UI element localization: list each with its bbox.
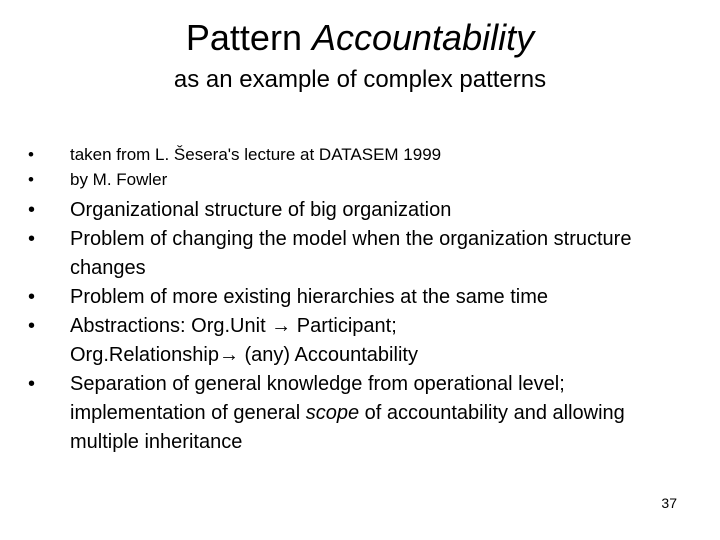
- content-item: [28, 196, 694, 225]
- slide-title: [0, 14, 720, 62]
- bullet-icon: •: [28, 228, 36, 250]
- content-item: [28, 225, 694, 283]
- source-text: taken from L. Šesera's lecture at DATASEM 1999: [70, 145, 442, 164]
- source-item: [28, 142, 688, 167]
- bullet-icon: •: [28, 199, 36, 221]
- content-text-italic: scope: [305, 402, 360, 424]
- bullet-icon: •: [28, 286, 36, 308]
- content-text: of accountability and allowing multiple inheritance: [70, 402, 625, 453]
- content-text-line: Abstractions: Org.Unit → Participant;: [70, 315, 397, 337]
- content-text: Problem of more existing hierarchies at the same time: [70, 286, 548, 308]
- content-item: [28, 370, 694, 457]
- source-list: [28, 142, 688, 192]
- content-text-line: Org.Relationship→ (any) Accountability: [70, 344, 418, 366]
- content-text: Problem of changing the model when the organization structure changes: [70, 228, 632, 279]
- content-item: [28, 312, 694, 370]
- bullet-icon: •: [28, 315, 36, 337]
- bullet-icon: •: [28, 373, 36, 395]
- title-plain: Pattern: [185, 17, 312, 58]
- bullet-icon: •: [28, 170, 34, 189]
- source-item: [28, 167, 688, 192]
- page-number: 37: [661, 495, 677, 511]
- content-item: [28, 283, 694, 312]
- bullet-icon: •: [28, 145, 34, 164]
- slide-subtitle: as an example of complex patterns: [173, 66, 547, 93]
- content-text: Organizational structure of big organization: [70, 199, 452, 221]
- source-text: by M. Fowler: [70, 170, 168, 189]
- content-list: [28, 196, 694, 457]
- title-italic: Accountability: [311, 17, 535, 58]
- content-text: Separation of general knowledge from operational level; implementation of general: [70, 373, 565, 424]
